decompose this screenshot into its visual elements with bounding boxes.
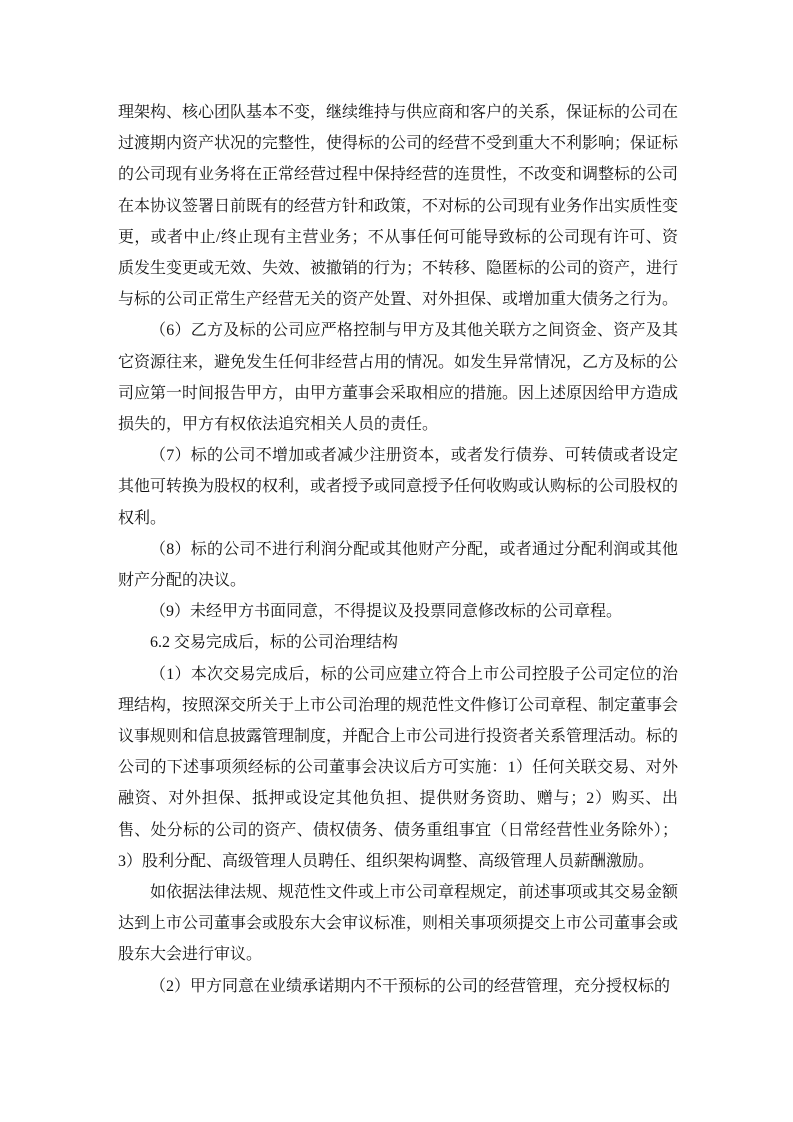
section-heading-6-2: 6.2 交易完成后，标的公司治理结构	[150, 634, 399, 652]
clause-item-6: （6）乙方及标的公司应严格控制与甲方及其他关联方之间资金、资产及其它资源往来，避免发生任何非经营占用的情况。如发生异常情况，乙方及标的公司应第一时间报告甲方，由甲方董事会采取相应的措施。因上述原因给甲方造成损失的，甲方有权依法追究相关人员的责任。	[118, 322, 679, 434]
clause-item-8: （8）标的公司不进行利润分配或其他财产分配，或者通过分配利润或其他财产分配的决议。	[118, 540, 678, 590]
clause-item-2: （2）甲方同意在业绩承诺期内不干预标的公司的经营管理，充分授权标的	[150, 977, 671, 995]
clause-item-7: （7）标的公司不增加或者减少注册资本，或者发行债券、可转债或者设定其他可转换为股权的权利，或者授予或同意授予任何收购或认购标的公司股权的权利。	[118, 447, 679, 527]
paragraph-review-requirement: 如依据法律法规、规范性文件或上市公司章程规定，前述事项或其交易金额达到上市公司董事会或股东大会审议标准，则相关事项须提交上市公司董事会或股东大会进行审议。	[118, 884, 679, 964]
paragraph-continuation: 理架构、核心团队基本不变，继续维持与供应商和客户的关系，保证标的公司在过渡期内资产状况的完整性，使得标的公司的经营不受到重大不利影响；保证标的公司现有业务将在正常经营过程中保持经营的连贯性，不改变和调整标的公司在本协议签署日前既有的经营方针和政策，不对标的公司现有业务作出实质性变更，或者中止/终止现有主营业务；不从事任何可能导致标的公司现有许可、资质发生变更或无效、失效、被撤销的行为；不转移、隐匿标的公司的资产，进行与标的公司正常生产经营无关的资产处置、对外担保、或增加重大债务之行为。	[118, 104, 679, 309]
clause-item-9: （9）未经甲方书面同意，不得提议及投票同意修改标的公司章程。	[150, 603, 623, 621]
clause-item-1: （1）本次交易完成后，标的公司应建立符合上市公司控股子公司定位的治理结构，按照深交所关于上市公司治理的规范性文件修订公司章程、制定董事会议事规则和信息披露管理制度，并配合上市公司进行投资者关系管理活动。标的公司的下述事项须经标的公司董事会决议后方可实施：1）任何关联交易、对外融资、对外担保、抵押或设定其他负担、提供财务资助、赠与；2）购买、出售、处分标的公司的资产、债权债务、债务重组事宜（日常经营性业务除外）；3）股利分配、高级管理人员聘任、组织架构调整、高级管理人员薪酬激励。	[118, 665, 679, 870]
